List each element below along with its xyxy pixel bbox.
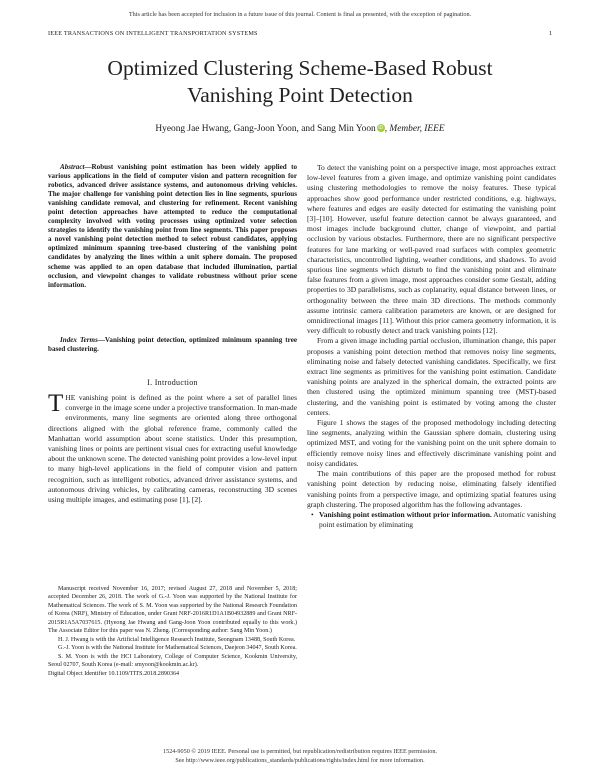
bullet-marker: • [311,509,314,519]
title-line-1: Optimized Clustering Scheme-Based Robust [107,56,493,80]
index-terms [48,336,297,354]
footnotes [48,585,297,678]
footnote-manuscript: Manuscript received November 16, 2017; revised August 27, 2018 and November 5, 2018; accepted December 26, 2018. The work of G.-J. Yoon was supported by the National Institute for Mathematical Sciences. The work of S. M. Yoon was supported by the National Research Foundation of Korea (NRF), Ministry of Education, under Grant NRF-2016R1D1A1B04932889 and Grant NRF-2015R1A5A7037615. (Hyeong Jae Hwang and Gang-Joon Yoon contributed equally to this work.) The Associate Editor for this paper was N. Zheng. (Corresponding author: Sang Min Yoon.) [48,586,297,635]
paragraph-3: Figure 1 shows the stages of the proposed methodology including detecting line segments, analyzing within the Gaussian sphere domain, clustering using optimized MST, and voting for the vanishing point on the unit sphere domain to efficiently remove noisy lines and effectively discriminate vanishing point and noisy candidates. [307,418,556,468]
footnote-author-1: H. J. Hwang is with the Artificial Intelligence Research Institute, Seongnam 13488, South Korea. [58,636,296,643]
section-heading-introduction: I. Introduction [147,378,198,387]
drop-cap: T [48,390,64,417]
intro-text: vanishing point is defined as the point where a set of parallel lines converge in the image scene under a projective transformation. In man-made environments, many line segments are oriented along three orthogonal directions aligned with the global reference frame, commonly called the Manhattan world assumption about scene statistics. Under this presumption, vanishing lines or points are pertinent visual cues for extracting useful knowledge about the unknown scene. The detected vanishing point provides a low-level input to many high-level applications in the field of computer vision and pattern recognition, such as intelligent robotics, advanced driver assistance systems, and autonomous driving vehicles, by calibrating cameras, reconstructing 3D scenes using multiple images, and estimating pose [1], [2]. [48,393,297,505]
introduction-paragraph [48,390,297,505]
doi: Digital Object Identifier 10.1109/TITS.2018.2890364 [48,670,180,677]
bullet-text: Automatic vanishing point estimation by eliminating [319,509,556,530]
copyright-footer [0,747,600,765]
acceptance-banner: This article has been accepted for inclusion in a future issue of this journal. Content is final as presented, with the exception of pagination. [128,11,472,18]
author-line [60,124,540,134]
intro-first-word: HE [65,393,76,402]
copyright-line-1: 1524-9050 © 2019 IEEE. Personal use is permitted, but republication/redistribution requires IEEE permission. [163,748,437,755]
journal-name: IEEE TRANSACTIONS ON INTELLIGENT TRANSPORTATION SYSTEMS [48,30,258,37]
orcid-icon[interactable]: iD [378,125,384,131]
bullet-item [307,510,556,530]
author-names: Hyeong Jae Hwang, Gang-Joon Yoon, and Sang Min Yoon [155,124,376,134]
footnote-author-2: G.-J. Yoon is with the National Institute for Mathematical Sciences, Daejeon 34047, South Korea. [58,645,297,652]
paragraph-4: The main contributions of this paper are the proposed method for robust vanishing point detection by reducing noise, eliminating falsely identified vanishing points from a perspective image, and optimizing spatial features using graph clustering. The proposed algorithm has the following advantages. [307,469,556,509]
index-terms-text: —Vanishing point detection, optimized minimum spanning tree based clustering. [48,336,297,354]
copyright-line-2: See http://www.ieee.org/publications_standards/publications/rights/index.html for more information. [175,757,425,764]
abstract-lead: Abstract [60,163,85,171]
page-number: 1 [549,30,553,37]
index-terms-lead: Index Terms [60,336,98,344]
paper-title [60,55,540,109]
bullet-bold: Vanishing point estimation without prior information. [319,509,492,519]
paragraph-1: To detect the vanishing point on a perspective image, most approaches extract low-level features from a given image, and optimize vanishing point candidates using clustering methodologies to remove the noisy features. These typical approaches show good performance under restricted conditions, e.g. highways, where features and edges are easily detected for estimating the vanishing point [3]–[10]. However, useful feature detection cannot be always guaranteed, and most images include background clutter, change of viewpoint, and partial occlusion by various obstacles. Furthermore, there are no significant perspective features for lane marking or well-paved road surfaces with complex geometric characteristics, uncontrolled lighting, weather conditions, and shadows. To avoid spurious line segments which disturb to find the vanishing point and eliminate false features from a given image, most approaches consider some Gestalt, adding properties to 3D parallelisms, such as coplanarity, equal distance between lines, or orthogonality between the three main 3D directions. The methods commonly assume intrinsic camera calibration parameters are known, or are designed for omnidirectional images [11]. Without this prior camera geometry information, it is very difficult to robustly detect and track vanishing points [12]. [307,163,556,336]
title-line-2: Vanishing Point Detection [187,83,413,107]
author-membership: , Member, IEEE [384,124,445,134]
abstract-text: —Robust vanishing point estimation has been widely applied to various applications in the field of computer vision and pattern recognition for robotics, advanced driver assistance systems, and autonomous driving vehicles. The major challenge for vanishing point detection lies in line segments, spurious vanishing candidate removal, and clustering for refinement. Recent vanishing point detection approaches have attempted to reduce the computational complexity involved with voting processes using optimized voter selection strategies to identify the vanishing point from line segments. This paper proposes a novel vanishing point detection method to select robust candidates, applying optimized minimum spanning tree-based clustering of the vanishing point candidates by analyzing the lines within a unit sphere domain. The proposed scheme was applied to an open database that included illumination, partial occlusion, and viewpoint changes to validate robustness without prior scene information. [48,163,297,289]
abstract [48,163,297,290]
footnote-author-3: S. M. Yoon is with the HCI Laboratory, College of Computer Science, Kookmin University, Seoul 02707, South Korea (e-mail: smyoon@kookmin.ac.kr). [48,653,297,669]
paragraph-2: From a given image including partial occlusion, illumination change, this paper proposes a vanishing point detection method that removes noisy line segments, eliminating noise and falsely detected vanishing candidates. Specifically, we first extract line segments as primitives for the vanishing point estimation. Candidate vanishing points are analyzed in the spherical domain, the extracted points are then clustered using the optimized minimum spanning tree (MST)-based clustering, and the vanishing point is estimated by voting among the cluster centers. [307,336,556,417]
right-column [307,163,556,530]
